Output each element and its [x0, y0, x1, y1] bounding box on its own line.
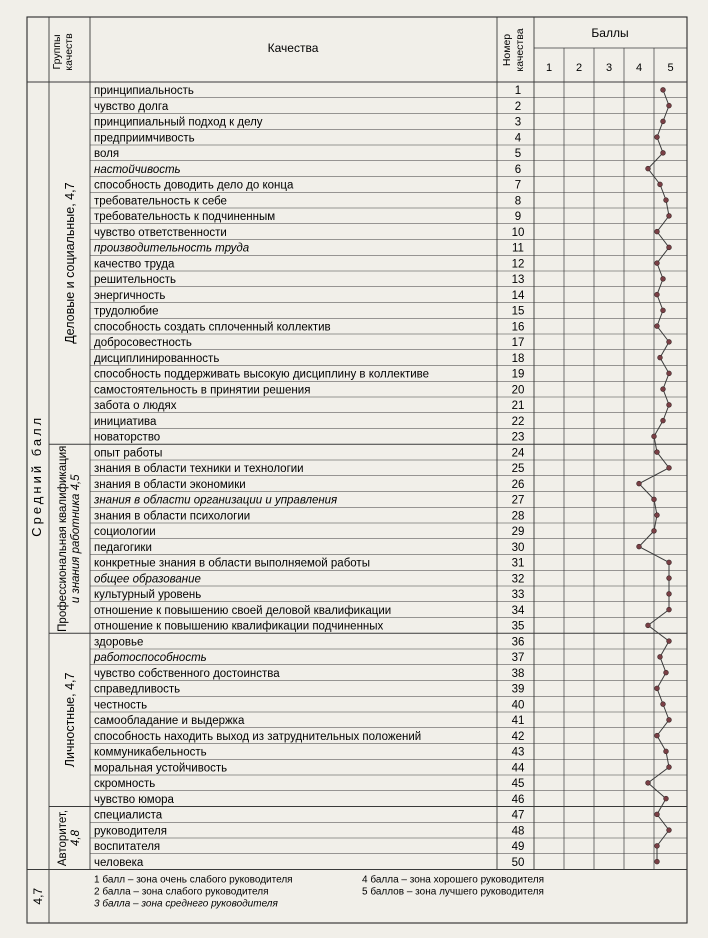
quality-number: 39	[511, 683, 525, 696]
quality-number: 6	[514, 163, 522, 176]
score-point	[667, 639, 672, 644]
quality-name: воспитателя	[94, 841, 161, 853]
quality-number: 42	[511, 730, 525, 743]
quality-number: 43	[511, 746, 525, 759]
score-point	[664, 796, 669, 801]
quality-number: 38	[511, 667, 525, 680]
score-point	[667, 560, 672, 565]
quality-name: самостоятельность в принятии решения	[94, 384, 311, 397]
quality-number: 35	[511, 620, 525, 633]
score-point	[646, 780, 651, 785]
quality-number: 12	[511, 258, 525, 271]
quality-number: 2	[514, 100, 522, 113]
quality-number: 18	[511, 352, 525, 365]
quality-number: 19	[511, 368, 525, 381]
quality-name: здоровье	[94, 636, 144, 649]
quality-number: 21	[511, 400, 525, 412]
quality-name: человека	[94, 856, 144, 869]
score-point	[661, 119, 666, 124]
quality-name: требовательность к себе	[94, 195, 227, 208]
quality-name: дисциплинированность	[94, 352, 220, 365]
quality-name: социологии	[94, 526, 156, 538]
quality-number: 27	[511, 494, 525, 507]
quality-name: знания в области психологии	[94, 510, 251, 523]
score-point	[667, 765, 672, 770]
groups-header-line1: Группы	[51, 34, 63, 70]
quality-name: самообладание и выдержка	[94, 715, 245, 727]
score-point	[664, 670, 669, 675]
score-point	[655, 843, 660, 848]
score-point	[667, 402, 672, 407]
score-point	[667, 717, 672, 722]
score-point	[655, 292, 660, 297]
quality-name: предприимчивость	[94, 132, 195, 145]
quality-number: 20	[511, 384, 525, 397]
score-point	[646, 623, 651, 628]
score-point	[667, 371, 672, 376]
quality-number: 44	[511, 762, 525, 775]
quality-name: педагогики	[94, 541, 152, 554]
quality-number: 47	[511, 809, 525, 822]
quality-name: принципиальный подход к делу	[94, 116, 263, 129]
score-point	[655, 859, 660, 864]
quality-name: воля	[94, 148, 120, 160]
quality-name: коммуникабельность	[94, 746, 207, 759]
score-point	[667, 465, 672, 470]
score-point	[661, 308, 666, 313]
quality-name: знания в области организации и управления	[94, 494, 338, 507]
quality-name: требовательность к подчиненным	[94, 211, 276, 223]
group-label: Деловые и социальные, 4,7	[63, 182, 77, 344]
quality-number: 45	[511, 778, 525, 790]
quality-name: опыт работы	[94, 447, 163, 460]
quality-number: 33	[511, 589, 525, 601]
quality-number: 7	[514, 179, 522, 192]
legend-item: 2 балла – зона слабого руководителя	[94, 886, 269, 898]
quality-number: 9	[514, 211, 522, 223]
quality-name: чувство собственного достоинства	[94, 667, 280, 680]
quality-name: чувство долга	[94, 100, 169, 113]
quality-name: инициатива	[94, 415, 157, 428]
score-column-label: 3	[605, 62, 613, 74]
qualities-header: Качества	[267, 41, 319, 55]
score-point	[655, 513, 660, 518]
quality-name: моральная устойчивость	[94, 762, 228, 775]
group-label-line2: 4,8	[70, 830, 82, 846]
quality-name: общее образование	[94, 573, 201, 586]
quality-number: 17	[511, 337, 525, 349]
average-score-value: 4,7	[31, 887, 45, 905]
group-label-line1: Авторитет,	[57, 809, 69, 867]
quality-name: производительность труда	[94, 242, 250, 255]
group-label: Личностные, 4,7	[63, 672, 77, 768]
quality-number: 24	[511, 447, 525, 460]
quality-name: скромность	[94, 778, 156, 790]
score-point	[652, 434, 657, 439]
score-point	[667, 576, 672, 581]
score-point	[661, 150, 666, 155]
groups-header-line2: качеств	[63, 33, 75, 71]
quality-number: 15	[511, 305, 525, 318]
score-column-label: 2	[575, 62, 583, 74]
score-point	[667, 213, 672, 218]
quality-number: 29	[511, 526, 525, 538]
quality-name: знания в области экономики	[94, 478, 246, 491]
score-point	[661, 387, 666, 392]
quality-name: способность поддерживать высокую дисциплину в коллективе	[94, 368, 430, 381]
quality-number: 13	[511, 274, 525, 286]
number-header-line2: качества	[514, 28, 526, 72]
quality-name: трудолюбие	[94, 305, 159, 318]
quality-name: руководителя	[94, 825, 167, 838]
quality-number: 34	[511, 604, 525, 617]
quality-number: 16	[511, 321, 525, 334]
quality-number: 37	[511, 652, 525, 664]
quality-name: работоспособность	[94, 652, 207, 664]
quality-name: отношение к повышению квалификации подчиненных	[94, 620, 384, 633]
quality-name: энергичность	[94, 289, 166, 302]
quality-name: добросовестность	[94, 337, 192, 349]
score-column-label: 4	[635, 62, 643, 74]
group-label-line1: Профессиональная квалификация	[57, 445, 69, 632]
quality-name: качество труда	[94, 258, 175, 271]
quality-number: 3	[514, 116, 522, 129]
score-point	[655, 686, 660, 691]
quality-number: 36	[511, 636, 525, 649]
quality-name: чувство юмора	[94, 793, 174, 806]
quality-name: способность находить выход из затруднительных положений	[94, 730, 422, 743]
quality-number: 32	[511, 573, 525, 586]
quality-number: 10	[511, 226, 525, 239]
average-score-label: Средний балл	[29, 414, 44, 537]
quality-number: 40	[511, 699, 525, 712]
score-point	[646, 166, 651, 171]
score-point	[667, 828, 672, 833]
score-point	[637, 481, 642, 486]
quality-name: отношение к повышению своей деловой квалификации	[94, 604, 392, 617]
legend-item: 1 балл – зона очень слабого руководителя	[94, 874, 293, 886]
quality-number: 26	[511, 478, 525, 491]
score-column-label: 1	[545, 62, 553, 74]
quality-name: принципиальность	[94, 85, 194, 97]
quality-number: 4	[514, 132, 522, 145]
scores-header: Баллы	[591, 26, 629, 40]
quality-number: 25	[511, 463, 525, 475]
quality-number: 8	[514, 195, 522, 208]
score-point	[661, 276, 666, 281]
score-point	[667, 339, 672, 344]
quality-name: новаторство	[94, 431, 161, 444]
score-point	[637, 544, 642, 549]
score-point	[655, 135, 660, 140]
score-point	[655, 324, 660, 329]
quality-number: 11	[512, 242, 524, 255]
legend-item: 3 балла – зона среднего руководителя	[94, 898, 278, 910]
quality-name: честность	[94, 699, 148, 712]
quality-name: забота о людях	[94, 400, 177, 412]
quality-number: 49	[511, 841, 525, 853]
quality-number: 41	[511, 715, 525, 727]
score-point	[661, 702, 666, 707]
quality-name: культурный уровень	[94, 589, 202, 601]
number-header-line1: Номер	[501, 33, 513, 67]
score-column-label: 5	[667, 62, 674, 74]
score-point	[661, 418, 666, 423]
group-label-line2: и знания работника 4,5	[70, 474, 82, 604]
quality-name: специалиста	[94, 809, 163, 822]
quality-number: 48	[511, 825, 525, 838]
quality-number: 28	[511, 510, 525, 523]
score-point	[658, 355, 663, 360]
quality-name: конкретные знания в области выполняемой работы	[94, 557, 370, 570]
quality-name: настойчивость	[94, 163, 181, 176]
score-point	[655, 229, 660, 234]
score-point	[655, 261, 660, 266]
quality-name: способность доводить дело до конца	[94, 179, 294, 192]
score-point	[664, 749, 669, 754]
score-point	[667, 245, 672, 250]
quality-name: решительность	[94, 274, 177, 286]
score-point	[655, 450, 660, 455]
score-point	[667, 591, 672, 596]
legend-item: 4 балла – зона хорошего руководителя	[362, 874, 544, 886]
quality-number: 23	[511, 431, 525, 444]
quality-number: 22	[511, 415, 525, 428]
quality-number: 30	[511, 541, 525, 554]
legend-item: 5 баллов – зона лучшего руководителя	[362, 886, 544, 898]
quality-name: способность создать сплоченный коллектив	[94, 321, 331, 334]
quality-number: 14	[511, 289, 525, 302]
score-point	[658, 182, 663, 187]
quality-number: 31	[511, 557, 525, 570]
score-point	[658, 654, 663, 659]
quality-name: чувство ответственности	[94, 226, 227, 239]
quality-number: 1	[514, 85, 522, 97]
score-point	[667, 607, 672, 612]
quality-number: 46	[511, 793, 525, 806]
quality-name: справедливость	[94, 683, 181, 696]
score-point	[661, 87, 666, 92]
score-point	[655, 812, 660, 817]
score-point	[667, 103, 672, 108]
score-point	[664, 198, 669, 203]
score-point	[655, 733, 660, 738]
quality-number: 5	[514, 148, 522, 160]
score-point	[652, 528, 657, 533]
quality-name: знания в области техники и технологии	[94, 463, 304, 475]
score-point	[652, 497, 657, 502]
quality-number: 50	[511, 856, 525, 869]
